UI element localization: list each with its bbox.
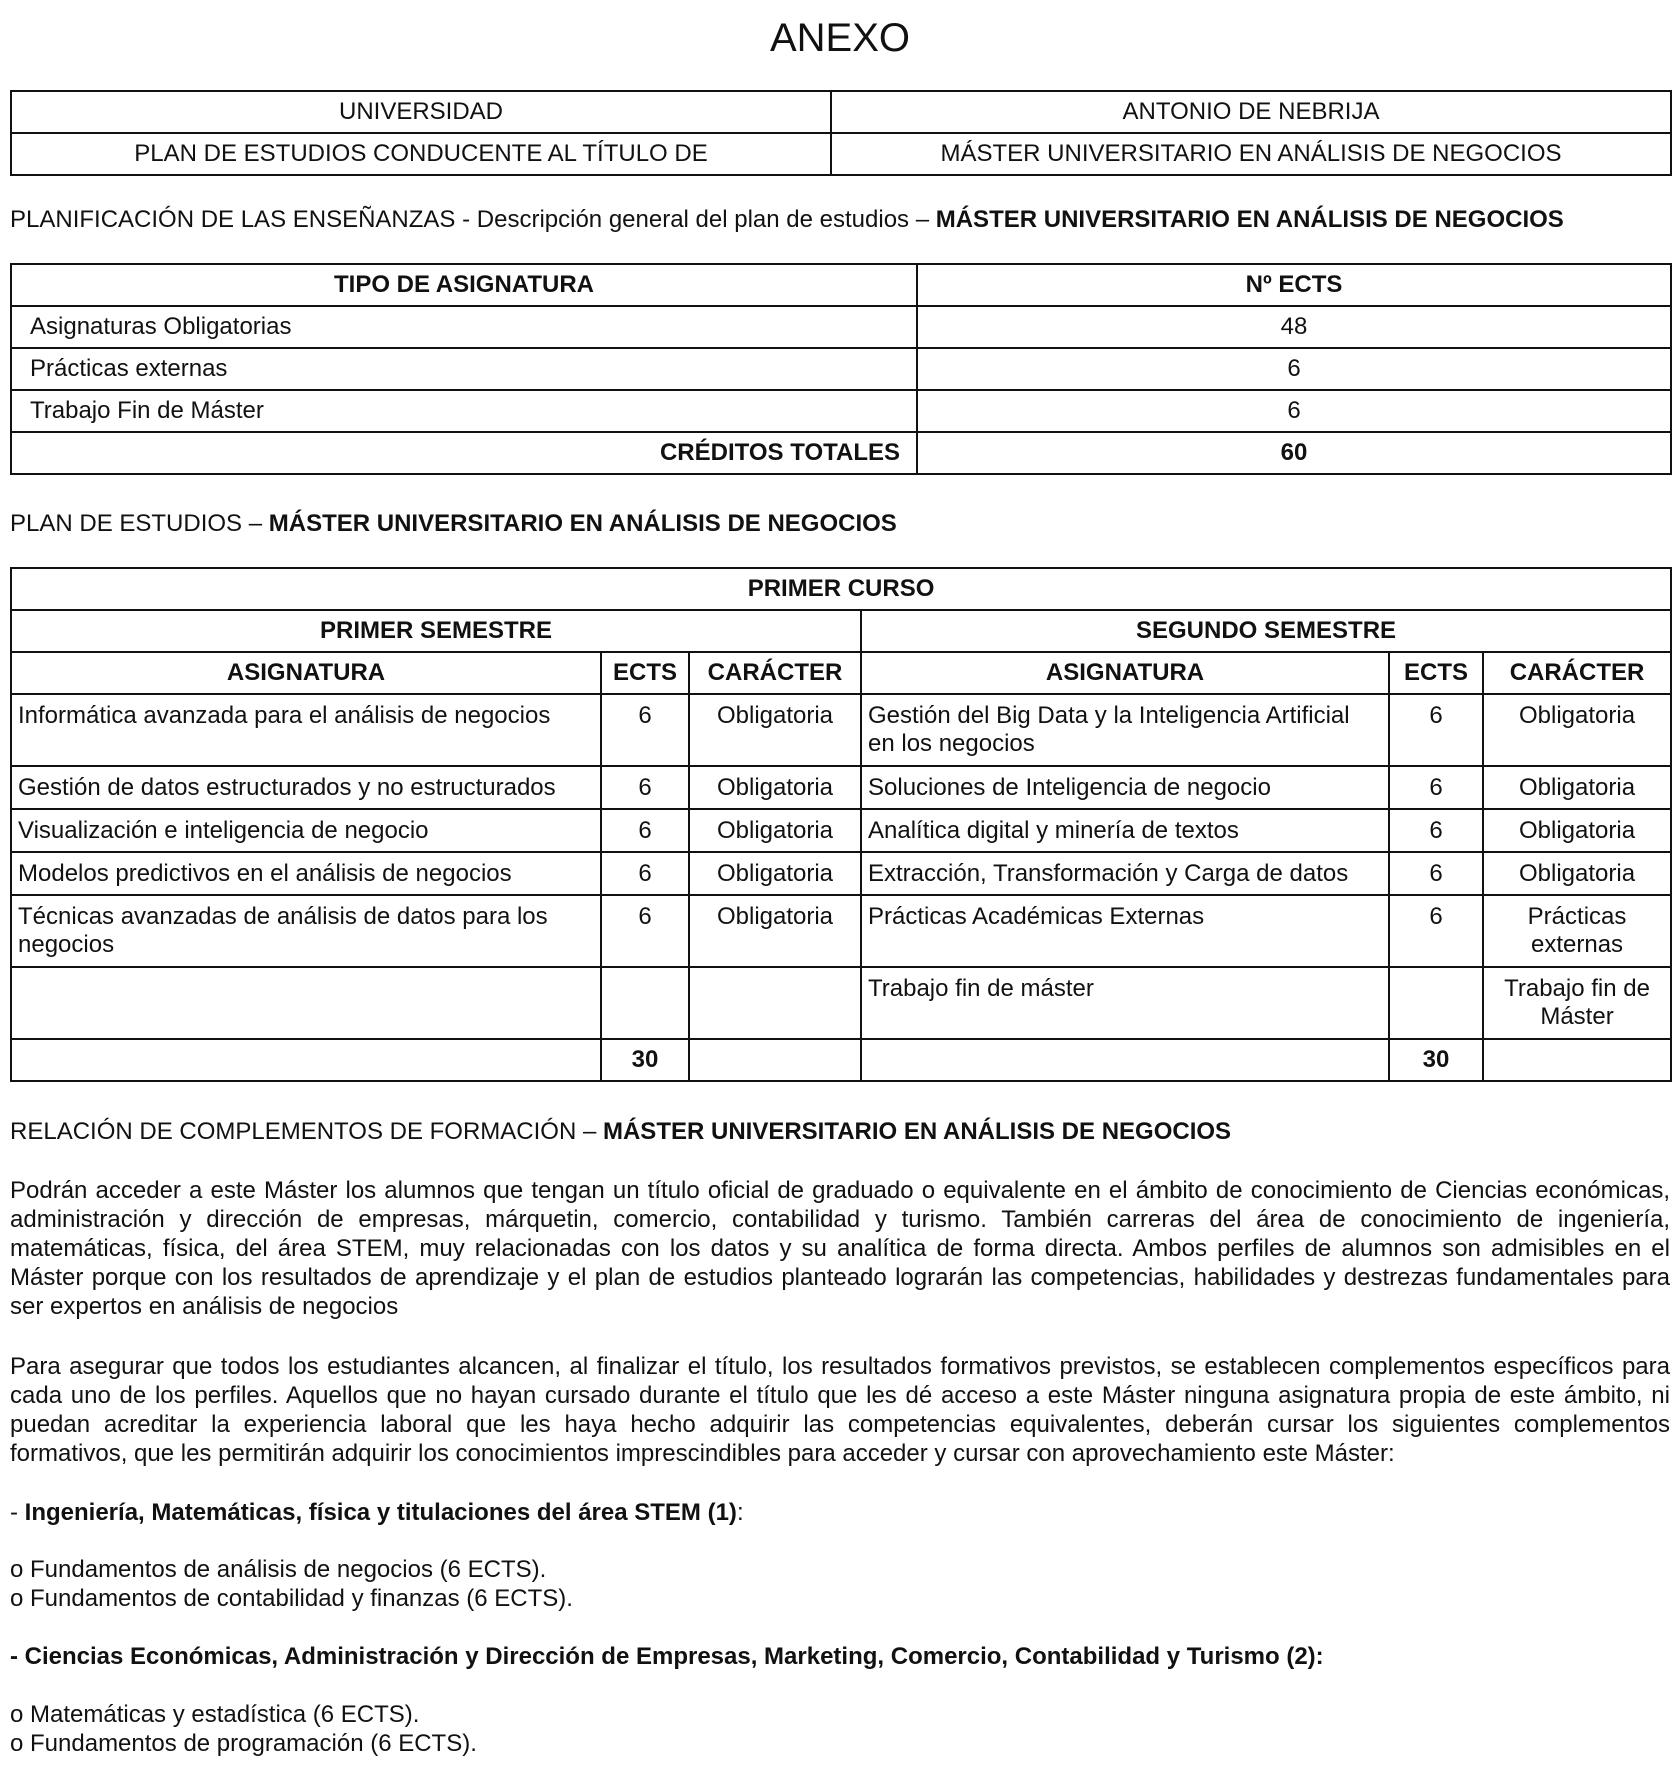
subject-cell: Trabajo fin de máster <box>861 967 1389 1039</box>
complements-heading-bold: MÁSTER UNIVERSITARIO EN ANÁLISIS DE NEGOCIOS <box>602 1118 1232 1145</box>
subject-cell: Gestión de datos estructurados y no estructurados <box>11 766 601 809</box>
empty-cell <box>11 1039 601 1081</box>
profile-1-suffix: : <box>736 1499 744 1526</box>
col-ects-2: ECTS <box>1389 652 1483 694</box>
semester-2-title: SEGUNDO SEMESTRE <box>861 610 1671 652</box>
university-table <box>10 90 1672 176</box>
table-row <box>11 809 1671 852</box>
credits-header-row <box>11 264 1671 306</box>
empty-cell <box>1483 1039 1671 1081</box>
ects-cell: 6 <box>1389 852 1483 895</box>
ects-cell: 6 <box>601 852 689 895</box>
ects-cell: 6 <box>1389 766 1483 809</box>
study-plan-table <box>10 567 1672 1082</box>
plan-heading <box>10 509 897 539</box>
character-cell: Trabajo fin de Máster <box>1483 967 1671 1039</box>
ects-cell: 6 <box>1389 694 1483 766</box>
complements-heading <box>10 1117 1231 1147</box>
character-cell: Obligatoria <box>1483 694 1671 766</box>
ects-cell: 6 <box>1389 895 1483 967</box>
character-cell: Obligatoria <box>689 852 861 895</box>
university-value: ANTONIO DE NEBRIJA <box>831 91 1671 133</box>
subject-cell: Analítica digital y minería de textos <box>861 809 1389 852</box>
semester-2-total: 30 <box>1389 1039 1483 1081</box>
subject-cell: Informática avanzada para el análisis de negocios <box>11 694 601 766</box>
semester-1-title: PRIMER SEMESTRE <box>11 610 861 652</box>
table-row <box>11 306 1671 348</box>
university-row <box>11 91 1671 133</box>
list-item: o Fundamentos de programación (6 ECTS). <box>10 1730 477 1757</box>
col-character-2: CARÁCTER <box>1483 652 1671 694</box>
column-header-row <box>11 652 1671 694</box>
col-ects-count: Nº ECTS <box>917 264 1671 306</box>
university-label: UNIVERSIDAD <box>11 91 831 133</box>
degree-row <box>11 133 1671 175</box>
subject-cell: Prácticas Académicas Externas <box>861 895 1389 967</box>
semester-1-total: 30 <box>601 1039 689 1081</box>
plan-heading-prefix: PLAN DE ESTUDIOS – <box>10 510 269 537</box>
ects-cell: 6 <box>601 809 689 852</box>
ects-cell: 48 <box>917 306 1671 348</box>
subject-type-cell: Trabajo Fin de Máster <box>11 390 917 432</box>
planning-heading <box>10 205 1564 235</box>
list-item: o Fundamentos de análisis de negocios (6 ECTS). <box>10 1556 547 1583</box>
col-subject-2: ASIGNATURA <box>861 652 1389 694</box>
col-ects-1: ECTS <box>601 652 689 694</box>
col-subject-type: TIPO DE ASIGNATURA <box>11 264 917 306</box>
subject-type-cell: Asignaturas Obligatorias <box>11 306 917 348</box>
col-subject-1: ASIGNATURA <box>11 652 601 694</box>
profile-2-title: - Ciencias Económicas, Administración y Dirección de Empresas, Marketing, Comercio, Contabilidad y Turismo (2): <box>10 1643 1324 1670</box>
character-cell: Obligatoria <box>1483 852 1671 895</box>
profile-1-heading <box>10 1498 744 1527</box>
character-cell: Obligatoria <box>689 766 861 809</box>
character-cell: Obligatoria <box>689 809 861 852</box>
course-title: PRIMER CURSO <box>11 568 1671 610</box>
degree-value: MÁSTER UNIVERSITARIO EN ANÁLISIS DE NEGOCIOS <box>831 133 1671 175</box>
semester-row <box>11 610 1671 652</box>
character-cell <box>689 967 861 1039</box>
total-credits-value: 60 <box>917 432 1671 474</box>
ects-cell <box>1389 967 1483 1039</box>
character-cell: Prácticas externas <box>1483 895 1671 967</box>
subject-cell: Soluciones de Inteligencia de negocio <box>861 766 1389 809</box>
subject-cell: Modelos predictivos en el análisis de negocios <box>11 852 601 895</box>
complements-paragraph: Para asegurar que todos los estudiantes alcancen, al finalizar el título, los resultados formativos previstos, se establecen complementos específicos para cada uno de los perfiles. Aquellos que no hayan cursado durante el título que les dé acceso a este Máster ninguna asignatura propia de este ámbito, ni puedan acreditar la experiencia laboral que les haya hecho adquirir las competencias equivalentes, deberán cursar los siguientes complementos formativos, que les permitirán adquirir los conocimientos imprescindibles para acceder y cursar con aprovechamiento este Máster: <box>10 1353 1670 1467</box>
subject-cell <box>11 967 601 1039</box>
profile-2-heading <box>10 1642 1324 1671</box>
planning-heading-prefix: PLANIFICACIÓN DE LAS ENSEÑANZAS - Descripción general del plan de estudios – <box>10 206 936 233</box>
course-row <box>11 568 1671 610</box>
ects-cell: 6 <box>601 694 689 766</box>
complements-heading-prefix: RELACIÓN DE COMPLEMENTOS DE FORMACIÓN – <box>10 1118 603 1145</box>
table-row <box>11 694 1671 766</box>
subject-cell: Técnicas avanzadas de análisis de datos para los negocios <box>11 895 601 967</box>
empty-cell <box>861 1039 1389 1081</box>
character-cell: Obligatoria <box>1483 809 1671 852</box>
table-row <box>11 390 1671 432</box>
ects-cell <box>601 967 689 1039</box>
profile-1-title: Ingeniería, Matemáticas, física y titulaciones del área STEM (1) <box>24 1499 737 1526</box>
page-title: ANEXO <box>769 16 911 60</box>
list-item: o Fundamentos de contabilidad y finanzas (6 ECTS). <box>10 1585 573 1612</box>
credits-table <box>10 263 1672 475</box>
subject-cell: Visualización e inteligencia de negocio <box>11 809 601 852</box>
ects-cell: 6 <box>601 895 689 967</box>
access-paragraph: Podrán acceder a este Máster los alumnos que tengan un título oficial de graduado o equivalente en el ámbito de conocimiento de Ciencias económicas, administración y dirección de empresas, márquetin, comercio, contabilidad y turismo. También carreras del área de conocimiento de ingeniería, matemáticas, física, del área STEM, muy relacionadas con los datos y su analítica de forma directa. Ambos perfiles de alumnos son admisibles en el Máster porque con los resultados de aprendizaje y el plan de estudios planteado lograrán las competencias, habilidades y destrezas fundamentales para ser expertos en análisis de negocios <box>10 1177 1670 1320</box>
subject-type-cell: Prácticas externas <box>11 348 917 390</box>
ects-cell: 6 <box>1389 809 1483 852</box>
col-character-1: CARÁCTER <box>689 652 861 694</box>
character-cell: Obligatoria <box>689 694 861 766</box>
table-row <box>11 766 1671 809</box>
plan-total-row <box>11 1039 1671 1081</box>
list-item: o Matemáticas y estadística (6 ECTS). <box>10 1701 420 1728</box>
ects-cell: 6 <box>917 390 1671 432</box>
ects-cell: 6 <box>917 348 1671 390</box>
table-row <box>11 852 1671 895</box>
table-row <box>11 967 1671 1039</box>
planning-heading-bold: MÁSTER UNIVERSITARIO EN ANÁLISIS DE NEGOCIOS <box>935 206 1564 233</box>
empty-cell <box>689 1039 861 1081</box>
ects-cell: 6 <box>601 766 689 809</box>
table-row <box>11 895 1671 967</box>
character-cell: Obligatoria <box>1483 766 1671 809</box>
profile-1-prefix: - <box>10 1499 25 1526</box>
subject-cell: Extracción, Transformación y Carga de datos <box>861 852 1389 895</box>
plan-heading-bold: MÁSTER UNIVERSITARIO EN ANÁLISIS DE NEGOCIOS <box>268 510 897 537</box>
character-cell: Obligatoria <box>689 895 861 967</box>
total-credits-label: CRÉDITOS TOTALES <box>11 432 917 474</box>
table-row <box>11 348 1671 390</box>
credits-total-row <box>11 432 1671 474</box>
subject-cell: Gestión del Big Data y la Inteligencia Artificial en los negocios <box>861 694 1389 766</box>
degree-label: PLAN DE ESTUDIOS CONDUCENTE AL TÍTULO DE <box>11 133 831 175</box>
